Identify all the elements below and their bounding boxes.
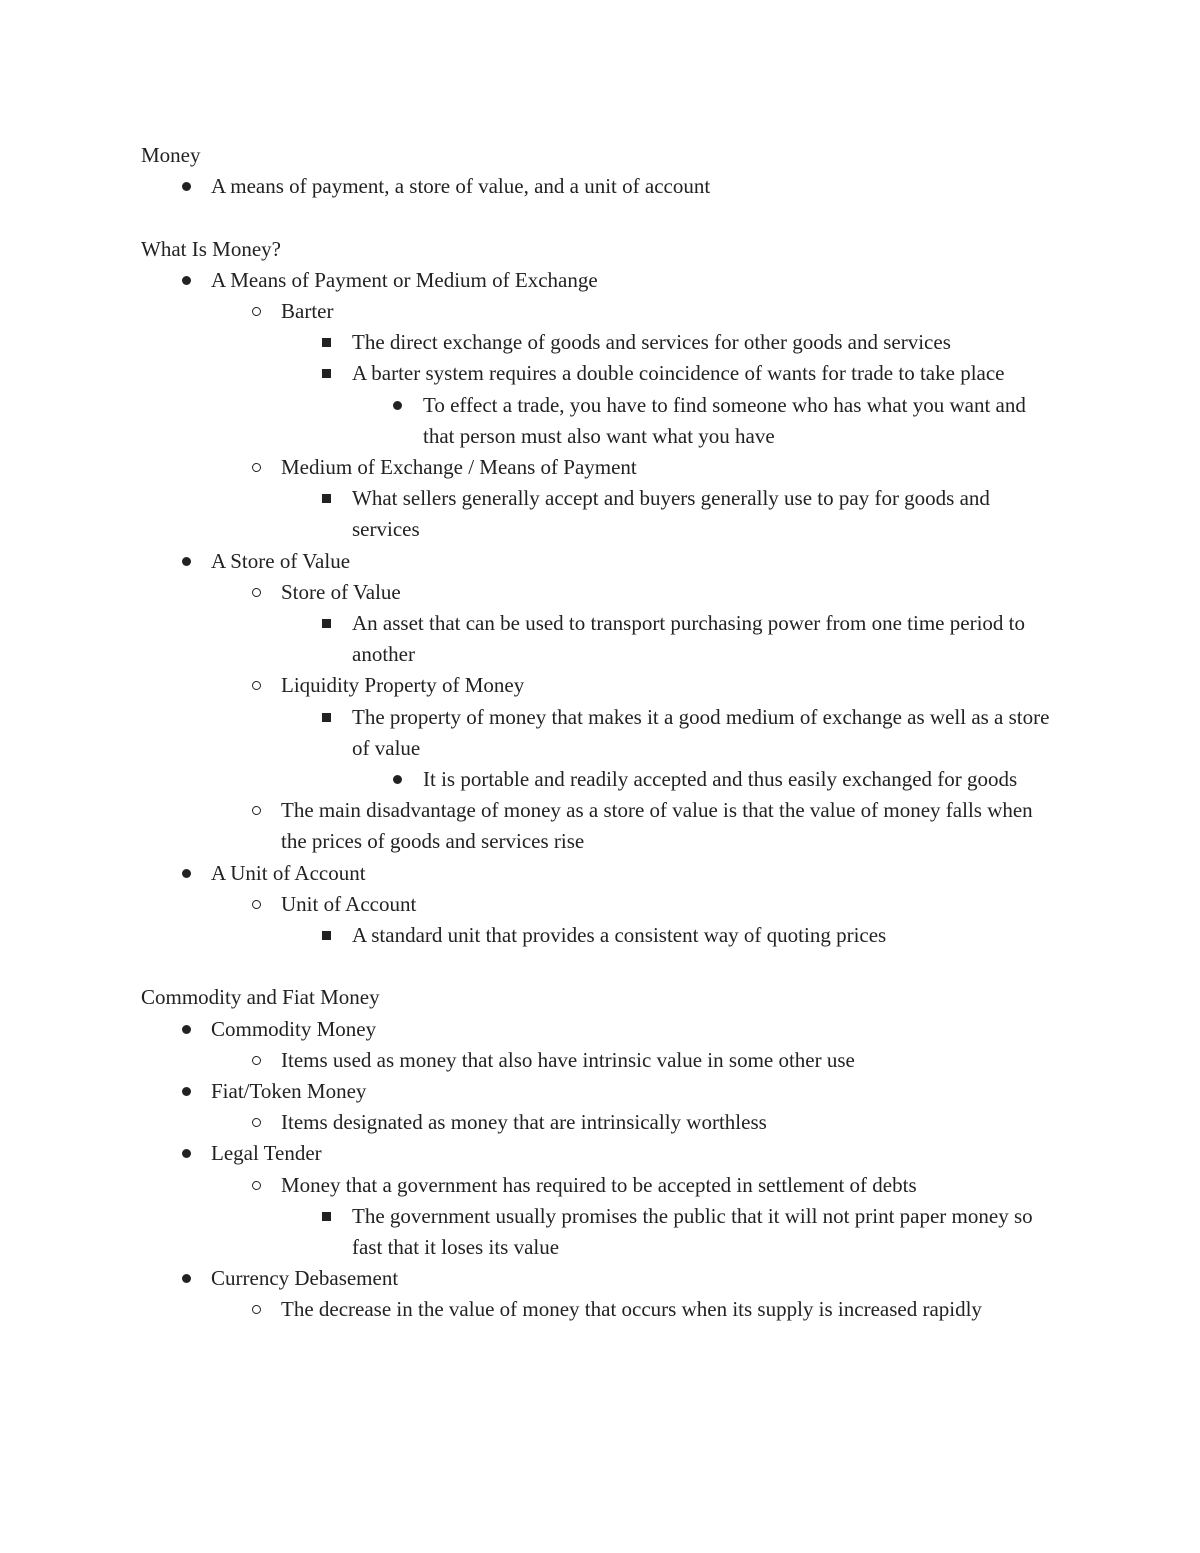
list-item — [141, 1170, 1051, 1201]
list-item-text: What sellers generally accept and buyers generally use to pay for goods and services — [352, 486, 990, 542]
list-item — [141, 920, 1051, 951]
list-item — [141, 670, 1051, 701]
bullet-list-level-2 — [141, 889, 1051, 951]
bullet-list-level-2 — [141, 296, 1051, 546]
bullet-icon — [252, 1056, 261, 1065]
section — [141, 140, 1051, 202]
list-item — [141, 608, 1051, 670]
list-item-text: Barter — [281, 299, 334, 323]
bullet-list-level-3 — [141, 483, 1051, 545]
bullet-icon — [182, 1087, 191, 1096]
list-item-text: A Means of Payment or Medium of Exchange — [211, 267, 598, 292]
section — [141, 234, 1051, 952]
bullet-icon — [322, 931, 331, 940]
bullet-icon — [252, 307, 261, 316]
bullet-icon — [322, 494, 331, 503]
bullet-icon — [182, 869, 191, 878]
list-item — [141, 546, 1051, 577]
list-item-text: A Store of Value — [211, 548, 351, 573]
bullet-icon — [322, 338, 331, 347]
bullet-icon — [252, 463, 261, 472]
list-item — [141, 1045, 1051, 1076]
bullet-icon — [252, 681, 261, 690]
bullet-list-level-4 — [141, 764, 1051, 795]
bullet-icon — [182, 1149, 191, 1158]
bullet-icon — [393, 401, 402, 410]
list-item-text: The main disadvantage of money as a store of value is that the value of money falls when the prices of goods and services rise — [281, 798, 1033, 854]
bullet-icon — [252, 806, 261, 815]
bullet-list-level-2 — [141, 1045, 1051, 1076]
list-item-text: Commodity Money — [211, 1016, 377, 1041]
bullet-list-level-2 — [141, 577, 1051, 858]
section-heading: Commodity and Fiat Money — [141, 985, 380, 1010]
bullet-icon — [322, 713, 331, 722]
list-item-text: The direct exchange of goods and services for other goods and services — [352, 330, 951, 355]
bullet-icon — [322, 1212, 331, 1221]
document-body — [141, 140, 1051, 1326]
bullet-icon — [252, 1305, 261, 1314]
list-item-text: Items designated as money that are intrinsically worthless — [281, 1110, 767, 1135]
list-item-text: To effect a trade, you have to find someone who has what you want and that person must also want what you have — [423, 392, 1026, 448]
list-item — [141, 358, 1051, 389]
section-heading: What Is Money? — [141, 236, 281, 261]
bullet-icon — [182, 1274, 191, 1283]
bullet-icon — [252, 1181, 261, 1190]
list-item-text: A standard unit that provides a consistent way of quoting prices — [352, 923, 887, 948]
list-item-text: Liquidity Property of Money — [281, 673, 525, 698]
list-item-text: It is portable and readily accepted and thus easily exchanged for goods — [423, 767, 1018, 792]
bullet-list-level-4 — [141, 390, 1051, 452]
bullet-icon — [322, 619, 331, 628]
list-item — [141, 171, 1051, 202]
list-item-text: An asset that can be used to transport purchasing power from one time period to another — [352, 611, 1025, 667]
list-item — [141, 1201, 1051, 1263]
bullet-icon — [252, 900, 261, 909]
bullet-list-level-3 — [141, 702, 1051, 796]
list-item — [141, 1294, 1051, 1325]
list-item — [141, 1107, 1051, 1138]
bullet-list-level-2 — [141, 1107, 1051, 1138]
bullet-icon — [182, 182, 191, 191]
list-item — [141, 889, 1051, 920]
list-item-text: Fiat/Token Money — [211, 1079, 367, 1104]
bullet-icon — [393, 775, 402, 784]
section — [141, 982, 1051, 1325]
bullet-list-level-1 — [141, 1014, 1051, 1326]
list-item — [141, 702, 1051, 764]
bullet-list-level-3 — [141, 327, 1051, 452]
list-item-text: Medium of Exchange / Means of Payment — [281, 455, 637, 480]
list-item — [141, 1263, 1051, 1294]
list-item — [141, 452, 1051, 483]
bullet-list-level-3 — [141, 1201, 1051, 1263]
list-item — [141, 327, 1051, 358]
list-item — [141, 390, 1051, 452]
list-item — [141, 858, 1051, 889]
list-item-text: The property of money that makes it a good medium of exchange as well as a store of value — [352, 704, 1050, 760]
bullet-icon — [182, 557, 191, 566]
bullet-list-level-1 — [141, 265, 1051, 951]
list-item — [141, 265, 1051, 296]
list-item-text: A means of payment, a store of value, and a unit of account — [211, 174, 711, 199]
bullet-list-level-2 — [141, 1170, 1051, 1264]
bullet-list-level-1 — [141, 171, 1051, 202]
bullet-icon — [252, 588, 261, 597]
bullet-list-level-3 — [141, 608, 1051, 670]
list-item-text: Currency Debasement — [211, 1266, 399, 1291]
list-item-text: The government usually promises the public that it will not print paper money so fast that it loses its value — [352, 1203, 1033, 1260]
list-item-text: Unit of Account — [281, 891, 417, 916]
list-item-text: Items used as money that also have intrinsic value in some other use — [281, 1047, 855, 1072]
list-item — [141, 764, 1051, 795]
list-item-text: Store of Value — [281, 579, 401, 604]
list-item-text: Money that a government has required to be accepted in settlement of debts — [281, 1172, 917, 1197]
section-heading: Money — [141, 143, 201, 167]
bullet-list-level-2 — [141, 1294, 1051, 1325]
bullet-icon — [182, 276, 191, 285]
list-item — [141, 1014, 1051, 1045]
bullet-icon — [322, 369, 331, 378]
bullet-icon — [182, 1025, 191, 1034]
list-item — [141, 1138, 1051, 1169]
list-item-text: A barter system requires a double coincidence of wants for trade to take place — [352, 361, 1005, 386]
list-item — [141, 296, 1051, 327]
list-item-text: The decrease in the value of money that occurs when its supply is increased rapidly — [281, 1297, 982, 1322]
list-item — [141, 483, 1051, 545]
list-item — [141, 795, 1051, 857]
bullet-icon — [252, 1118, 261, 1127]
list-item-text: Legal Tender — [211, 1141, 322, 1166]
list-item — [141, 577, 1051, 608]
bullet-list-level-3 — [141, 920, 1051, 951]
list-item — [141, 1076, 1051, 1107]
list-item-text: A Unit of Account — [211, 860, 366, 885]
